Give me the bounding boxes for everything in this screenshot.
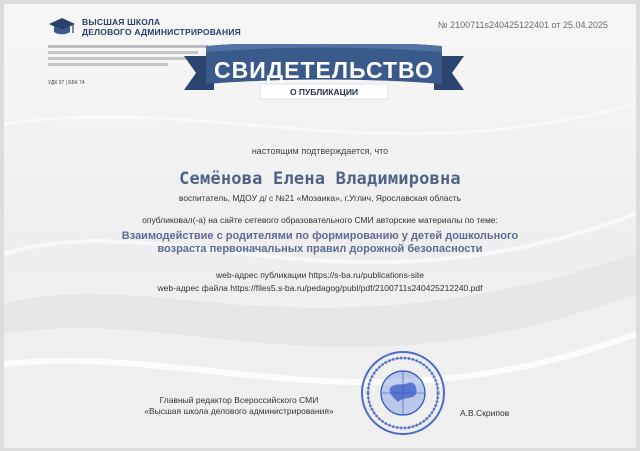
recipient-position: воспитатель, МДОУ д/ с №21 «Мозаика», г.Углич, Ярославская область bbox=[178, 193, 462, 203]
signer-name: А.В.Скрипов bbox=[460, 408, 510, 418]
file-web-address: web-адрес файла https://files5.s-ba.ru/pedagog/publ/pdf/2100711s240425212240.pdf bbox=[157, 283, 483, 293]
certificate-number: № 2100711s240425122401 от 25.04.2025 bbox=[437, 20, 608, 30]
topic-line-1: Взаимодействие с родителями по формированию у детей дошкольного bbox=[121, 230, 519, 242]
publication-topic bbox=[4, 230, 636, 256]
recipient-name: Семёнова Елена Владимировна bbox=[179, 169, 461, 189]
logo bbox=[48, 16, 241, 38]
editor-line-1: Главный редактор Всероссийского СМИ bbox=[159, 395, 319, 405]
logo-line-1: ВЫСШАЯ ШКОЛА bbox=[82, 17, 161, 27]
graduation-cap-icon bbox=[48, 16, 76, 38]
logo-line-2: ДЕЛОВОГО АДМИНИСТРИРОВАНИЯ bbox=[82, 27, 241, 37]
confirm-text: настоящим подтверждается, что bbox=[251, 146, 389, 156]
stamp-seal bbox=[360, 350, 446, 436]
published-text: опубликовал(-а) на сайте сетевого образовательного СМИ авторские материалы по теме: bbox=[142, 215, 498, 225]
certificate-page bbox=[4, 4, 636, 448]
publication-web-address: web-адрес публикации https://s-ba.ru/publications-site bbox=[216, 270, 424, 280]
topic-line-2: возраста первоначальных правил дорожной безопасности bbox=[157, 243, 483, 255]
editor-block bbox=[124, 395, 354, 417]
certificate-subtitle: О ПУБЛИКАЦИИ bbox=[289, 87, 359, 97]
udk-text: УДК 37 | ББК 74 bbox=[48, 80, 85, 86]
editor-line-2: «Высшая школа делового администрирования» bbox=[144, 406, 334, 416]
certificate-title: СВИДЕТЕЛЬСТВО bbox=[214, 57, 434, 83]
